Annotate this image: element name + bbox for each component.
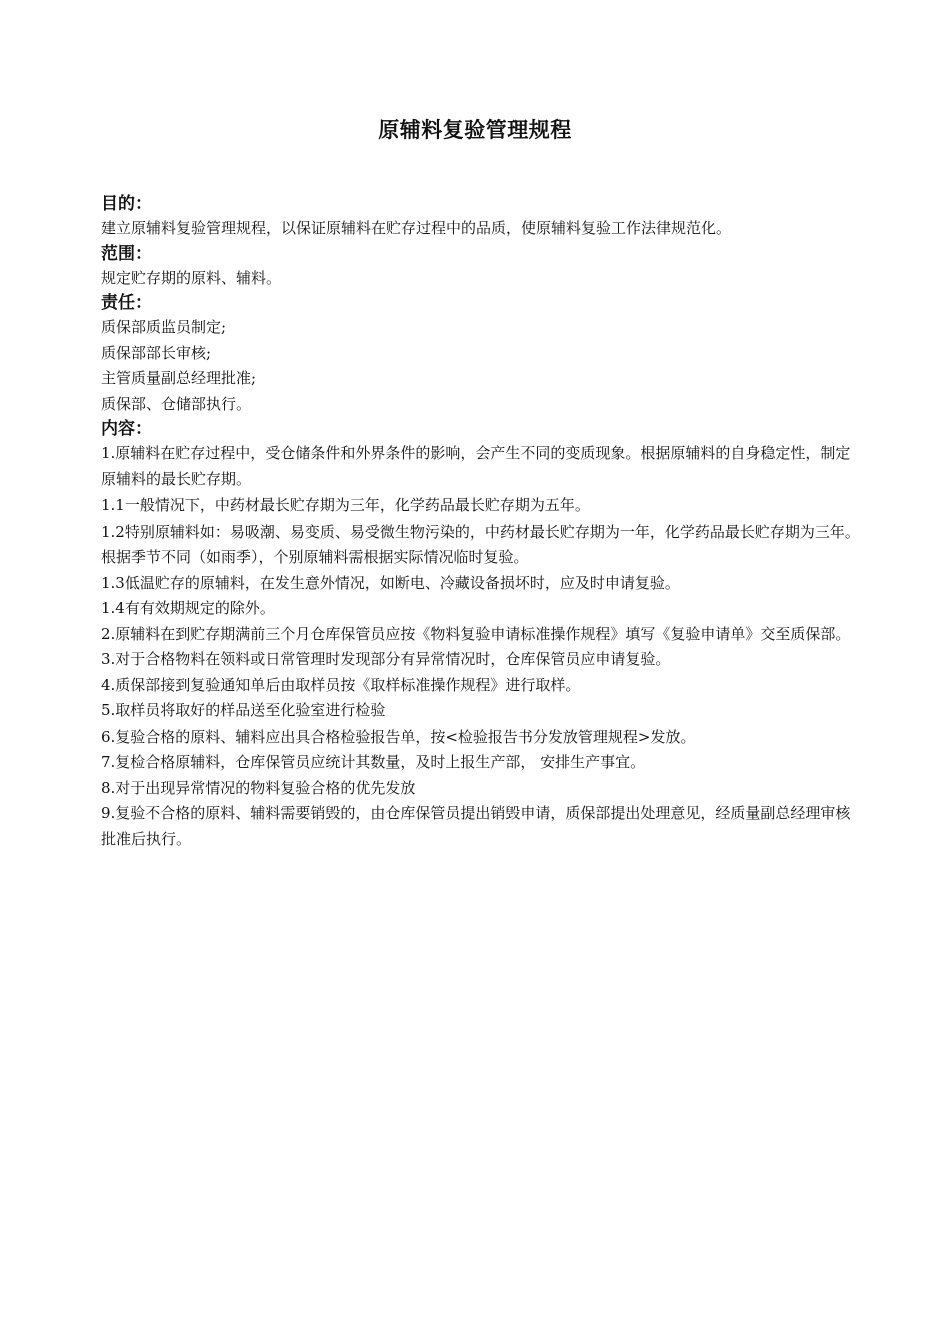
content-item: 9.复验不合格的原料、辅料需要销毁的，由仓库保管员提出销毁申请，质保部提出处理意见，经质量副总经理审核批准后执行。 (101, 804, 851, 848)
content-item: 2.原辅料在到贮存期满前三个月仓库保管员应按《物料复验申请标准操作规程》填写《复验申请单》交至质保部。 (101, 624, 851, 643)
content-item: 1.1一般情况下，中药材最长贮存期为三年，化学药品最长贮存期为五年。 (101, 496, 590, 514)
content-item: 5.取样员将取好的样品送至化验室进行检验 (101, 701, 386, 719)
section-heading-content: 内容： (101, 419, 152, 439)
content-item: 1.2特别原辅料如：易吸潮、易变质、易受微生物污染的，中药材最长贮存期为一年，化学药品最长贮存期为三年。根据季节不同（如雨季），个别原辅料需根据实际情况临时复验。 (101, 522, 860, 566)
content-item: 4.质保部接到复验通知单后由取样员按《取样标准操作规程》进行取样。 (101, 675, 581, 694)
section-line: 规定贮存期的原料、辅料。 (101, 268, 282, 287)
section-purpose (101, 192, 863, 242)
section-heading-responsibility: 责任： (101, 293, 152, 313)
section-heading-purpose: 目的： (101, 194, 152, 214)
document-title: 原辅料复验管理规程 (378, 118, 572, 142)
section-line: 质保部部长审核; (101, 343, 212, 362)
content-item: 1.4有有效期规定的除外。 (101, 599, 275, 617)
content-item: 8.对于出现异常情况的物料复验合格的优先发放 (101, 778, 416, 797)
content-item: 7.复检合格原辅料，仓库保管员应统计其数量，及时上报生产部， 安排生产事宜。 (101, 753, 646, 771)
section-line: 建立原辅料复验管理规程，以保证原辅料在贮存过程中的品质，使原辅料复验工作法律规范化。 (101, 219, 732, 237)
section-line: 主管质量副总经理批准; (101, 369, 257, 387)
document-body (101, 192, 863, 852)
section-responsibility (101, 291, 863, 417)
content-item: 3.对于合格物料在领料或日常管理时发现部分有异常情况时，仓库保管员应申请复验。 (101, 650, 671, 668)
content-item: 1.原辅料在贮存过程中，受仓储条件和外界条件的影响，会产生不同的变质现象。根据原辅料的自身稳定性，制定原辅料的最长贮存期。 (101, 444, 851, 488)
section-content (101, 417, 863, 852)
content-item: 1.3低温贮存的原辅料，在发生意外情况，如断电、冷藏设备损坏时，应及时申请复验。 (101, 573, 680, 592)
section-line: 质保部、仓储部执行。 (101, 394, 252, 413)
section-heading-scope: 范围： (101, 243, 152, 264)
section-line: 质保部质监员制定; (101, 318, 227, 336)
section-scope (101, 242, 863, 292)
content-item: 6.复验合格的原料、辅料应出具合格检验报告单，按<检验报告书分发放管理规程>发放。 (101, 727, 696, 746)
